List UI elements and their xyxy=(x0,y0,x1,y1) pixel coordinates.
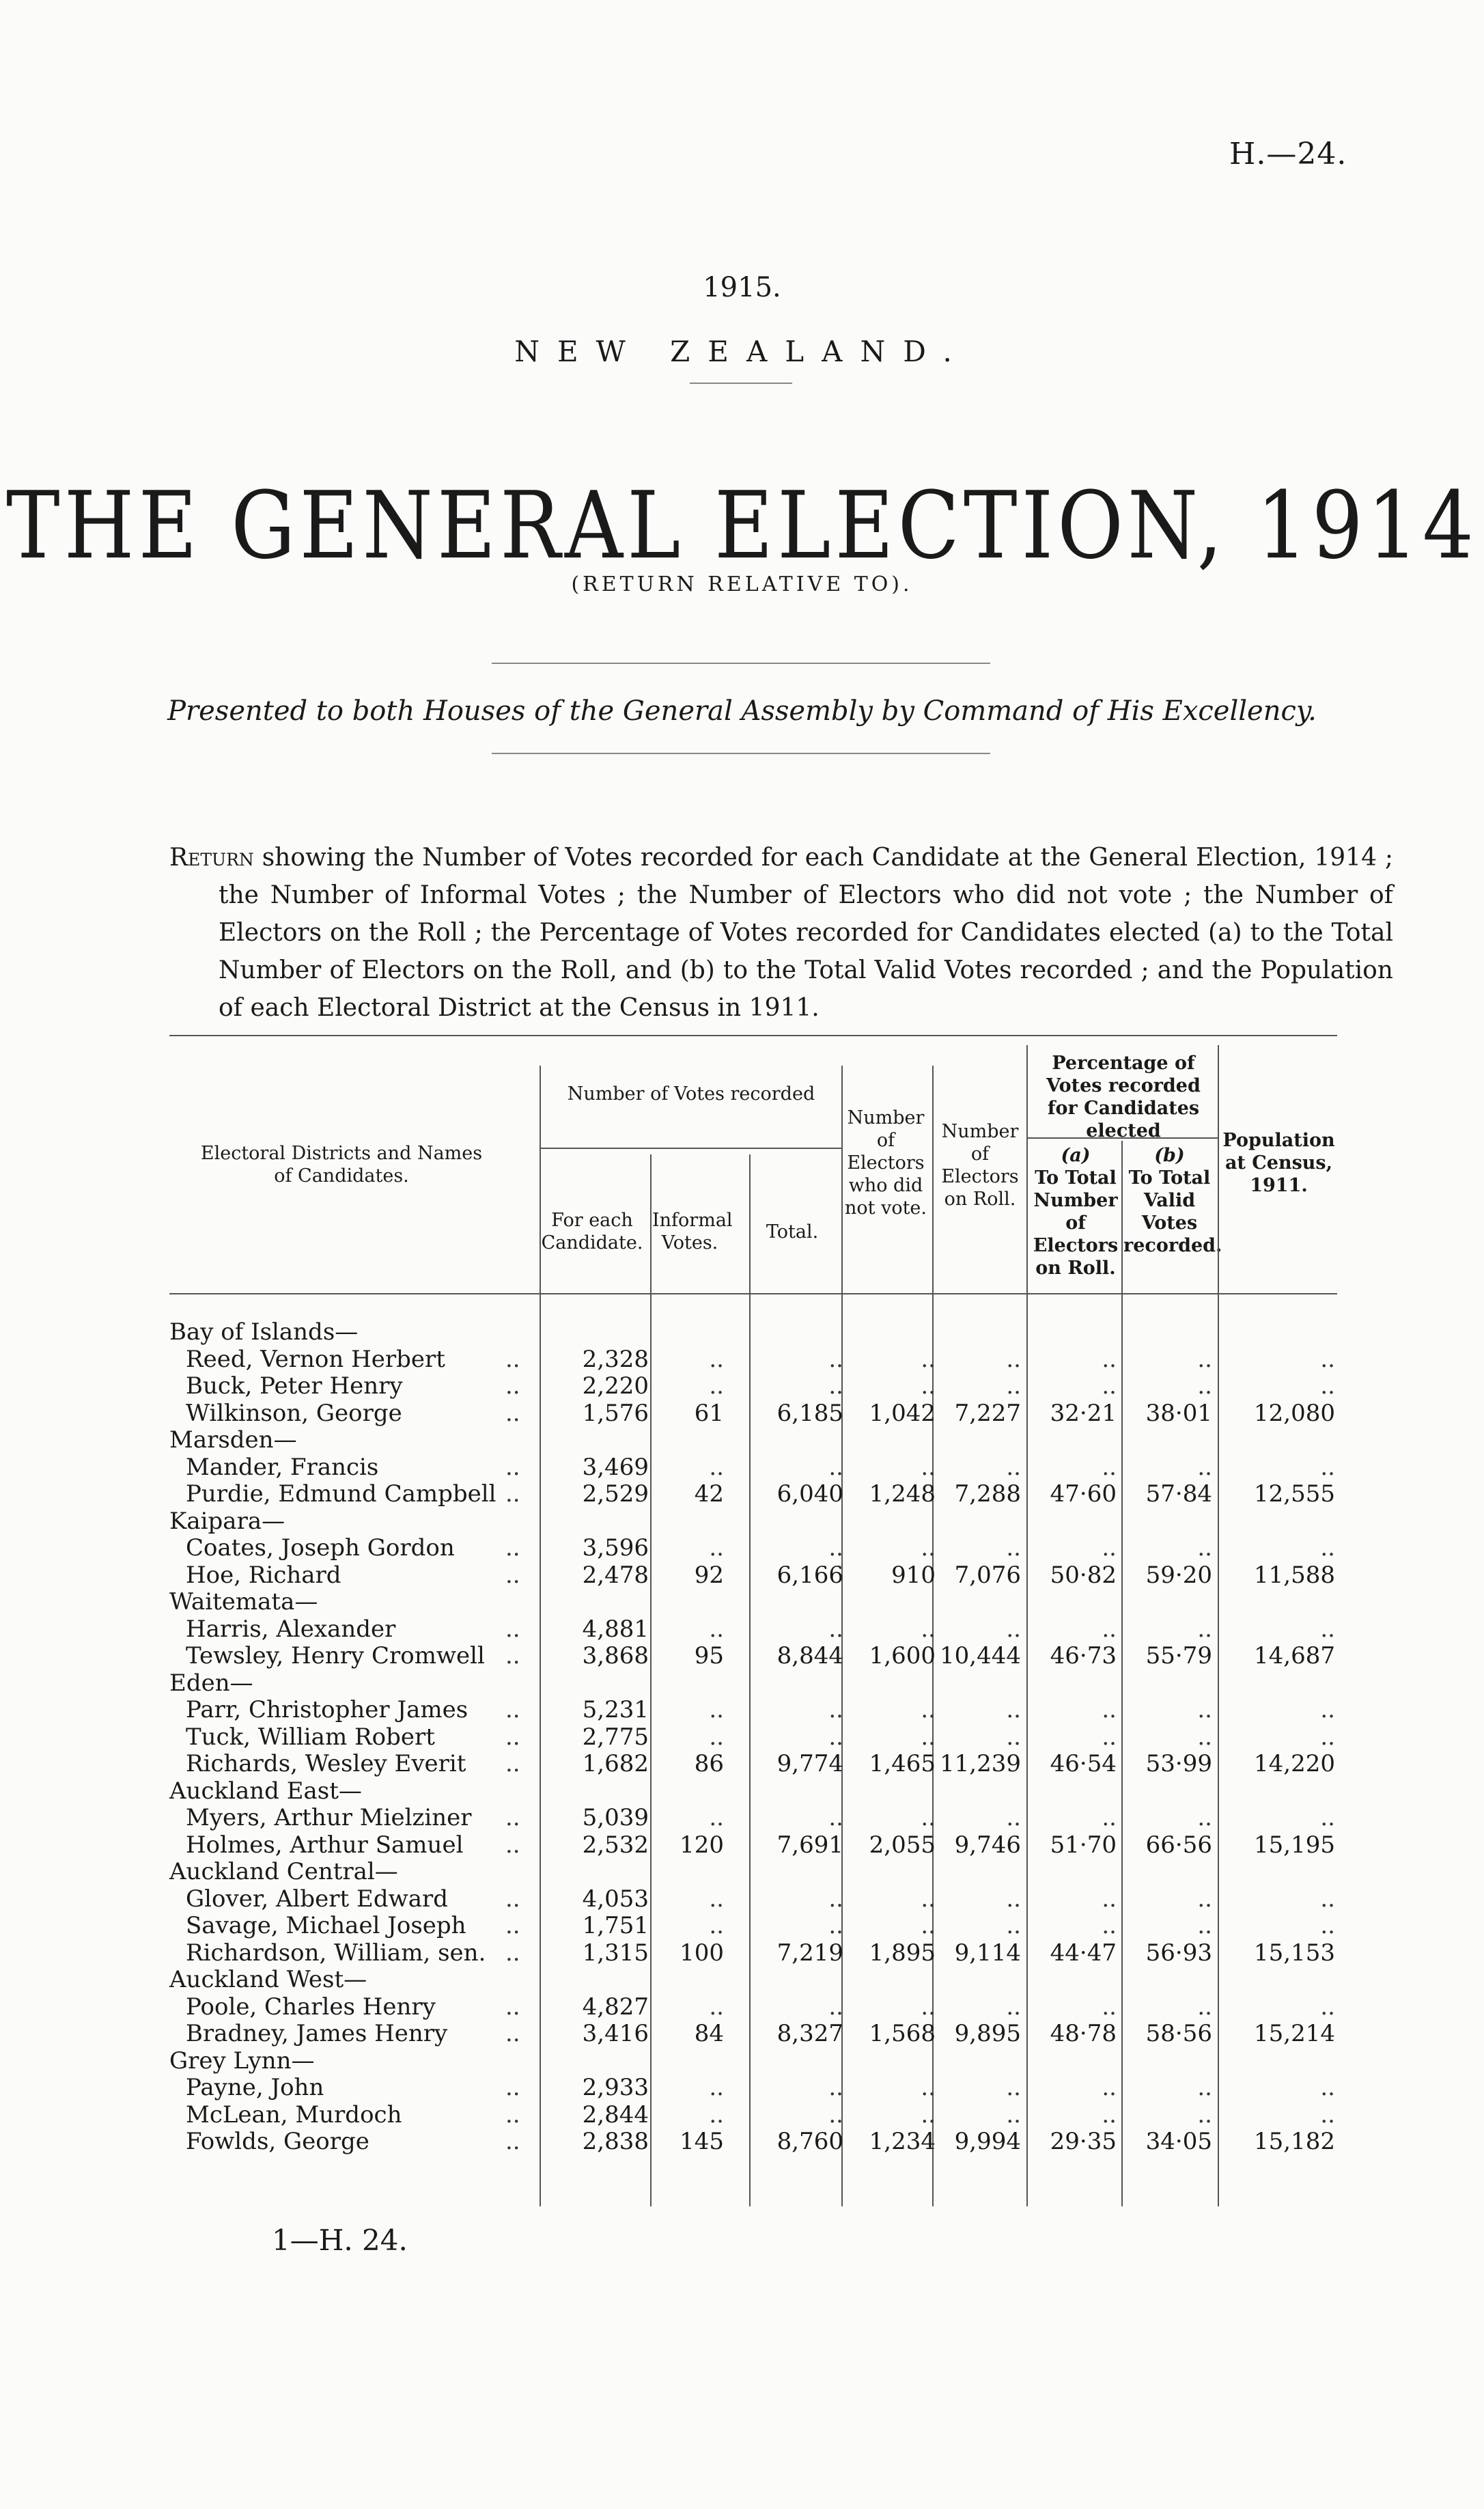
header-on-roll: Number of Electors on Roll. xyxy=(941,1121,1019,1210)
total-cell: 8,760 xyxy=(776,2128,843,2155)
pct-b-cell: 53·99 xyxy=(1145,1750,1212,1777)
pct-a-cell: 48·78 xyxy=(1050,2020,1117,2047)
pct-b-cell: 34·05 xyxy=(1145,2128,1212,2155)
pct-b-cell: .. xyxy=(1197,1696,1212,1723)
informal-cell: 86 xyxy=(694,1750,724,1777)
leader-dots: .. xyxy=(505,1939,520,1967)
population-cell: .. xyxy=(1320,1372,1335,1400)
leader-dots: .. xyxy=(505,1346,520,1373)
district-name: Auckland Central— xyxy=(169,1858,398,1885)
pct-b-cell: .. xyxy=(1197,1372,1212,1400)
header-districts: Electoral Districts and Names of Candidates. xyxy=(200,1143,483,1187)
on-roll-cell: .. xyxy=(1006,1696,1021,1723)
population-cell: .. xyxy=(1320,1534,1335,1562)
leader-dots: .. xyxy=(505,1642,520,1669)
pct-a-cell: .. xyxy=(1102,1346,1117,1373)
candidate-name: Purdie, Edmund Campbell xyxy=(186,1480,496,1508)
total-cell: .. xyxy=(828,2074,843,2101)
candidate-name: Richardson, William, sen. xyxy=(186,1939,486,1967)
leader-dots: .. xyxy=(505,1723,520,1751)
did-not-vote-cell: .. xyxy=(921,1534,936,1562)
candidate-name: Tewsley, Henry Cromwell xyxy=(186,1642,485,1669)
population-cell: 15,195 xyxy=(1254,1831,1335,1859)
subtitle: (RETURN RELATIVE TO). xyxy=(571,572,913,596)
total-cell: 9,774 xyxy=(776,1750,843,1777)
leader-dots: .. xyxy=(505,1831,520,1859)
pct-b-cell: 59·20 xyxy=(1145,1562,1212,1589)
candidate-name: Holmes, Arthur Samuel xyxy=(186,1831,464,1859)
population-cell: .. xyxy=(1320,1454,1335,1481)
did-not-vote-cell: 1,042 xyxy=(869,1400,936,1427)
leader-dots: .. xyxy=(505,1993,520,2021)
population-cell: .. xyxy=(1320,1912,1335,1939)
pct-a-cell: .. xyxy=(1102,1616,1117,1643)
pct-a-cell: .. xyxy=(1102,1534,1117,1562)
on-roll-cell: 7,076 xyxy=(954,1562,1021,1589)
district-name: Auckland East— xyxy=(169,1777,362,1805)
informal-cell: 42 xyxy=(694,1480,724,1508)
on-roll-cell: 10,444 xyxy=(940,1642,1021,1669)
on-roll-cell: .. xyxy=(1006,1534,1021,1562)
on-roll-cell: 9,994 xyxy=(954,2128,1021,2155)
pct-b-cell: .. xyxy=(1197,2101,1212,2129)
did-not-vote-cell: 910 xyxy=(891,1562,936,1589)
leader-dots: .. xyxy=(505,1750,520,1777)
header-total: Total. xyxy=(766,1221,819,1243)
header-informal: Informal Votes. xyxy=(652,1210,733,1253)
on-roll-cell: .. xyxy=(1006,1912,1021,1939)
informal-cell: .. xyxy=(709,1993,724,2021)
votes-cell: 2,478 xyxy=(582,1562,649,1589)
header-pct-group: Percentage of Votes recorded for Candidates elected xyxy=(1046,1053,1201,1141)
leader-dots: .. xyxy=(505,1885,520,1913)
population-cell: 15,153 xyxy=(1254,1939,1335,1967)
did-not-vote-cell: .. xyxy=(921,2074,936,2101)
pct-a-label: (a) xyxy=(1061,1145,1091,1166)
pct-b-cell: .. xyxy=(1197,1454,1212,1481)
col-rule xyxy=(1218,1045,1219,2206)
pct-a-cell: .. xyxy=(1102,1372,1117,1400)
informal-cell: 92 xyxy=(694,1562,724,1589)
pct-a-cell: 44·47 xyxy=(1050,1939,1117,1967)
total-cell: .. xyxy=(828,1346,843,1373)
did-not-vote-cell: 1,248 xyxy=(869,1480,936,1508)
votes-cell: 2,933 xyxy=(582,2074,649,2101)
candidate-name: Wilkinson, George xyxy=(186,1400,402,1427)
year: 1915. xyxy=(703,272,781,303)
total-cell: .. xyxy=(828,1696,843,1723)
leader-dots: .. xyxy=(505,2128,520,2155)
on-roll-cell: 11,239 xyxy=(940,1750,1021,1777)
population-cell: .. xyxy=(1320,1723,1335,1751)
candidate-name: Bradney, James Henry xyxy=(186,2020,448,2047)
candidate-name: Mander, Francis xyxy=(186,1454,379,1481)
did-not-vote-cell: .. xyxy=(921,1993,936,2021)
informal-cell: 84 xyxy=(694,2020,724,2047)
pct-b-text: To Total Valid Votes recorded. xyxy=(1123,1167,1222,1256)
informal-cell: .. xyxy=(709,1912,724,1939)
pct-a-cell: 32·21 xyxy=(1050,1400,1117,1427)
pct-b-cell: 38·01 xyxy=(1145,1400,1212,1427)
population-cell: .. xyxy=(1320,2101,1335,2129)
votes-cell: 1,682 xyxy=(582,1750,649,1777)
informal-cell: .. xyxy=(709,1372,724,1400)
leader-dots: .. xyxy=(505,1804,520,1831)
candidate-name: Coates, Joseph Gordon xyxy=(186,1534,455,1562)
header-bottom-rule xyxy=(169,1293,1337,1294)
on-roll-cell: .. xyxy=(1006,1346,1021,1373)
total-cell: 6,166 xyxy=(776,1562,843,1589)
population-cell: 12,555 xyxy=(1254,1480,1335,1508)
leader-dots: .. xyxy=(505,2074,520,2101)
district-name: Grey Lynn— xyxy=(169,2047,315,2075)
informal-cell: 120 xyxy=(680,1831,724,1859)
informal-cell: .. xyxy=(709,1696,724,1723)
candidate-name: Buck, Peter Henry xyxy=(186,1372,403,1400)
did-not-vote-cell: .. xyxy=(921,1454,936,1481)
did-not-vote-cell: 1,568 xyxy=(869,2020,936,2047)
pct-sub-rule xyxy=(1028,1137,1219,1139)
informal-cell: 61 xyxy=(694,1400,724,1427)
on-roll-cell: .. xyxy=(1006,1723,1021,1751)
did-not-vote-cell: 1,234 xyxy=(869,2128,936,2155)
on-roll-cell: 7,227 xyxy=(954,1400,1021,1427)
pct-a-cell: 47·60 xyxy=(1050,1480,1117,1508)
candidate-name: Richards, Wesley Everit xyxy=(186,1750,466,1777)
footer-reference: 1—H. 24. xyxy=(272,2223,408,2257)
leader-dots: .. xyxy=(505,1454,520,1481)
total-cell: 7,219 xyxy=(776,1939,843,1967)
votes-cell: 4,881 xyxy=(582,1616,649,1643)
did-not-vote-cell: .. xyxy=(921,1723,936,1751)
population-cell: 12,080 xyxy=(1254,1400,1335,1427)
informal-cell: .. xyxy=(709,2101,724,2129)
leader-dots: .. xyxy=(505,1400,520,1427)
leader-dots: .. xyxy=(505,2020,520,2047)
pct-b-cell: .. xyxy=(1197,1616,1212,1643)
did-not-vote-cell: .. xyxy=(921,1912,936,1939)
header-pct-b xyxy=(1123,1144,1222,1257)
total-cell: .. xyxy=(828,1372,843,1400)
pct-b-cell: .. xyxy=(1197,1885,1212,1913)
population-cell: .. xyxy=(1320,1346,1335,1373)
population-cell: .. xyxy=(1320,1616,1335,1643)
on-roll-cell: .. xyxy=(1006,2101,1021,2129)
on-roll-cell: .. xyxy=(1006,1372,1021,1400)
pct-a-cell: 50·82 xyxy=(1050,1562,1117,1589)
did-not-vote-cell: .. xyxy=(921,1372,936,1400)
candidate-name: Glover, Albert Edward xyxy=(186,1885,448,1913)
informal-cell: .. xyxy=(709,1616,724,1643)
votes-cell: 5,231 xyxy=(582,1696,649,1723)
pct-a-cell: .. xyxy=(1102,1454,1117,1481)
informal-cell: .. xyxy=(709,2074,724,2101)
district-name: Waitemata— xyxy=(169,1588,318,1616)
votes-cell: 2,328 xyxy=(582,1346,649,1373)
on-roll-cell: .. xyxy=(1006,2074,1021,2101)
population-cell: .. xyxy=(1320,1993,1335,2021)
votes-cell: 4,827 xyxy=(582,1993,649,2021)
pct-a-cell: 46·73 xyxy=(1050,1642,1117,1669)
header-population: Population at Census, 1911. xyxy=(1222,1130,1335,1196)
votes-cell: 2,844 xyxy=(582,2101,649,2129)
votes-cell: 2,529 xyxy=(582,1480,649,1508)
candidate-name: Tuck, William Robert xyxy=(186,1723,435,1751)
did-not-vote-cell: 1,600 xyxy=(869,1642,936,1669)
pct-a-cell: .. xyxy=(1102,1993,1117,2021)
pct-b-cell: 57·84 xyxy=(1145,1480,1212,1508)
page-reference: H.—24. xyxy=(1229,137,1347,171)
leader-dots: .. xyxy=(505,1372,520,1400)
pct-a-cell: .. xyxy=(1102,2074,1117,2101)
pct-b-cell: .. xyxy=(1197,1993,1212,2021)
on-roll-cell: 7,288 xyxy=(954,1480,1021,1508)
pct-a-cell: 46·54 xyxy=(1050,1750,1117,1777)
candidate-name: Fowlds, George xyxy=(186,2128,369,2155)
votes-cell: 3,469 xyxy=(582,1454,649,1481)
pct-a-cell: .. xyxy=(1102,1885,1117,1913)
header-did-not-vote: Number of Electors who did not vote. xyxy=(845,1107,927,1219)
on-roll-cell: 9,114 xyxy=(954,1939,1021,1967)
did-not-vote-cell: .. xyxy=(921,1804,936,1831)
votes-cell: 1,576 xyxy=(582,1400,649,1427)
leader-dots: .. xyxy=(505,2101,520,2129)
pct-b-cell: 55·79 xyxy=(1145,1642,1212,1669)
votes-cell: 2,220 xyxy=(582,1372,649,1400)
pct-b-cell: 56·93 xyxy=(1145,1939,1212,1967)
page-title: THE GENERAL ELECTION, 1914 xyxy=(6,471,1478,580)
col-rule xyxy=(650,1154,652,2206)
total-cell: .. xyxy=(828,1534,843,1562)
total-cell: .. xyxy=(828,1885,843,1913)
candidate-name: Savage, Michael Joseph xyxy=(186,1912,466,1939)
total-cell: .. xyxy=(828,1723,843,1751)
votes-cell: 3,596 xyxy=(582,1534,649,1562)
on-roll-cell: .. xyxy=(1006,1993,1021,2021)
candidate-name: Hoe, Richard xyxy=(186,1562,341,1589)
total-cell: .. xyxy=(828,2101,843,2129)
informal-cell: .. xyxy=(709,1454,724,1481)
informal-cell: .. xyxy=(709,1804,724,1831)
header-for-each: For each Candidate. xyxy=(541,1210,643,1253)
candidate-name: Myers, Arthur Mielziner xyxy=(186,1804,472,1831)
table-top-rule xyxy=(169,1035,1337,1036)
votes-cell: 3,416 xyxy=(582,2020,649,2047)
did-not-vote-cell: .. xyxy=(921,1346,936,1373)
pct-b-cell: 66·56 xyxy=(1145,1831,1212,1859)
pct-a-cell: .. xyxy=(1102,1723,1117,1751)
did-not-vote-cell: .. xyxy=(921,2101,936,2129)
candidate-name: Parr, Christopher James xyxy=(186,1696,468,1723)
total-cell: 8,327 xyxy=(776,2020,843,2047)
votes-cell: 4,053 xyxy=(582,1885,649,1913)
on-roll-cell: .. xyxy=(1006,1885,1021,1913)
population-cell: .. xyxy=(1320,1696,1335,1723)
votes-cell: 1,315 xyxy=(582,1939,649,1967)
total-cell: .. xyxy=(828,1804,843,1831)
pct-a-cell: .. xyxy=(1102,2101,1117,2129)
on-roll-cell: .. xyxy=(1006,1454,1021,1481)
votes-cell: 5,039 xyxy=(582,1804,649,1831)
population-cell: .. xyxy=(1320,2074,1335,2101)
votes-cell: 3,868 xyxy=(582,1642,649,1669)
votes-cell: 2,838 xyxy=(582,2128,649,2155)
pct-b-cell: .. xyxy=(1197,1912,1212,1939)
pct-b-cell: .. xyxy=(1197,1723,1212,1751)
district-name: Marsden— xyxy=(169,1426,297,1454)
on-roll-cell: 9,746 xyxy=(954,1831,1021,1859)
return-body: showing the Number of Votes recorded for each Candidate at the General Election, 1914 ; the Number of Informal Votes ; the Number of Electors who did not vote ; the Number of Electors on the Roll ; the Percentage of Votes recorded for Candidates elected (a) to the Total Number of Electors on the Roll, and (b) to the Total Valid Votes recorded ; and the Population of each Electoral District at the Census in 1911. xyxy=(219,844,1393,1022)
on-roll-cell: .. xyxy=(1006,1804,1021,1831)
candidate-name: Reed, Vernon Herbert xyxy=(186,1346,445,1373)
country-heading: NEW ZEALAND. xyxy=(514,335,970,368)
pct-a-cell: .. xyxy=(1102,1912,1117,1939)
candidate-name: McLean, Murdoch xyxy=(186,2101,402,2129)
pct-b-cell: .. xyxy=(1197,1534,1212,1562)
did-not-vote-cell: .. xyxy=(921,1696,936,1723)
pct-a-text: To Total Number of Electors on Roll. xyxy=(1033,1167,1119,1279)
did-not-vote-cell: .. xyxy=(921,1616,936,1643)
informal-cell: 95 xyxy=(694,1642,724,1669)
pct-b-cell: .. xyxy=(1197,1804,1212,1831)
population-cell: 15,214 xyxy=(1254,2020,1335,2047)
informal-cell: .. xyxy=(709,1885,724,1913)
presented-statement: Presented to both Houses of the General Assembly by Command of His Excellency. xyxy=(167,695,1317,727)
informal-cell: .. xyxy=(709,1534,724,1562)
did-not-vote-cell: 1,465 xyxy=(869,1750,936,1777)
pct-b-cell: 58·56 xyxy=(1145,2020,1212,2047)
total-cell: 7,691 xyxy=(776,1831,843,1859)
col-rule xyxy=(749,1154,751,2206)
pct-a-cell: 51·70 xyxy=(1050,1831,1117,1859)
population-cell: 14,220 xyxy=(1254,1750,1335,1777)
informal-cell: .. xyxy=(709,1346,724,1373)
leader-dots: .. xyxy=(505,1696,520,1723)
pct-a-cell: .. xyxy=(1102,1696,1117,1723)
informal-cell: 145 xyxy=(680,2128,724,2155)
votes-cell: 2,532 xyxy=(582,1831,649,1859)
did-not-vote-cell: 2,055 xyxy=(869,1831,936,1859)
votes-cell: 2,775 xyxy=(582,1723,649,1751)
on-roll-cell: .. xyxy=(1006,1616,1021,1643)
total-cell: 6,185 xyxy=(776,1400,843,1427)
total-cell: 6,040 xyxy=(776,1480,843,1508)
total-cell: .. xyxy=(828,1454,843,1481)
header-pct-a xyxy=(1031,1144,1120,1279)
return-lead: Return xyxy=(169,844,254,872)
col-rule xyxy=(1121,1141,1123,2206)
population-cell: .. xyxy=(1320,1885,1335,1913)
pct-a-cell: 29·35 xyxy=(1050,2128,1117,2155)
leader-dots: .. xyxy=(505,1534,520,1562)
total-cell: .. xyxy=(828,1616,843,1643)
district-name: Auckland West— xyxy=(169,1966,367,1993)
informal-cell: .. xyxy=(709,1723,724,1751)
total-cell: .. xyxy=(828,1993,843,2021)
pct-b-cell: .. xyxy=(1197,2074,1212,2101)
population-cell: 14,687 xyxy=(1254,1642,1335,1669)
header-votes-group: Number of Votes recorded xyxy=(567,1083,815,1105)
pct-b-label: (b) xyxy=(1154,1145,1185,1166)
district-name: Kaipara— xyxy=(169,1508,285,1535)
leader-dots: .. xyxy=(505,1480,520,1508)
total-cell: .. xyxy=(828,1912,843,1939)
leader-dots: .. xyxy=(505,1616,520,1643)
pct-a-cell: .. xyxy=(1102,1804,1117,1831)
district-name: Eden— xyxy=(169,1669,253,1697)
leader-dots: .. xyxy=(505,1912,520,1939)
total-cell: 8,844 xyxy=(776,1642,843,1669)
did-not-vote-cell: 1,895 xyxy=(869,1939,936,1967)
leader-dots: .. xyxy=(505,1562,520,1589)
candidate-name: Poole, Charles Henry xyxy=(186,1993,436,2021)
votes-sub-rule xyxy=(541,1148,841,1149)
population-cell: 11,588 xyxy=(1254,1562,1335,1589)
pct-b-cell: .. xyxy=(1197,1346,1212,1373)
district-name: Bay of Islands— xyxy=(169,1318,359,1346)
population-cell: 15,182 xyxy=(1254,2128,1335,2155)
informal-cell: 100 xyxy=(680,1939,724,1967)
on-roll-cell: 9,895 xyxy=(954,2020,1021,2047)
candidate-name: Payne, John xyxy=(186,2074,324,2101)
did-not-vote-cell: .. xyxy=(921,1885,936,1913)
candidate-name: Harris, Alexander xyxy=(186,1616,396,1643)
votes-cell: 1,751 xyxy=(582,1912,649,1939)
population-cell: .. xyxy=(1320,1804,1335,1831)
